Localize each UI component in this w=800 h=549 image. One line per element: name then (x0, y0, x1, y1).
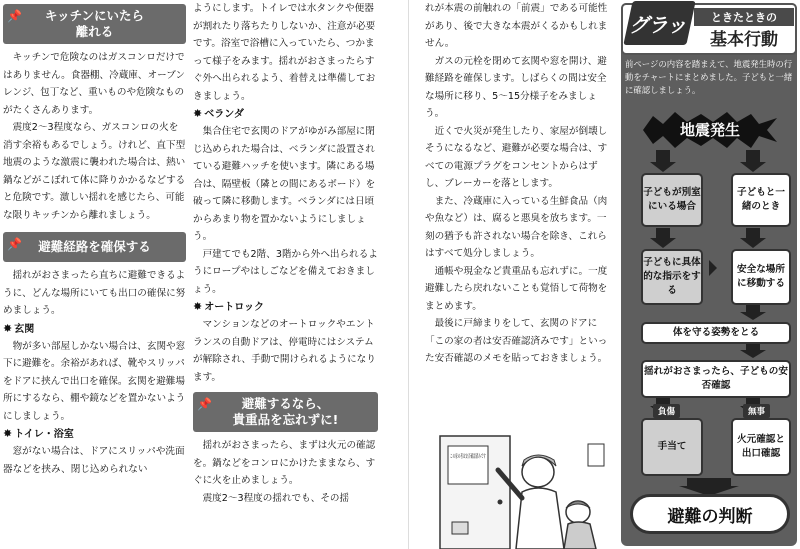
subheading-autolock (193, 298, 378, 316)
note-text (450, 452, 486, 460)
safety-note (448, 446, 488, 484)
arrow-down (650, 228, 676, 248)
wall-switch (588, 444, 604, 466)
paragraph: れが本震の前触れの「前震」である可能性があり、後で大きな本震がくるかもしれません。 (425, 3, 608, 49)
paragraph: 戸建てでも2階、3階から外へ出られるようにロープやはしごなどを備えておきましょう。 (193, 248, 378, 295)
paragraph: 最後に戸締まりをして、玄関のドアに「この家の者は安否確認済みです」といった安否確認のメモを貼っておきましょう。 (425, 318, 608, 364)
subheading-label: オートロック (204, 302, 265, 313)
heading-line: 避難するなら、 (241, 396, 330, 411)
door-note-illustration (438, 430, 610, 549)
subheading-veranda (193, 105, 378, 123)
paragraph: 通帳や現金など貴重品も忘れずに。一度避難したら戻れないことも覚悟して荷物をまとめます。 (425, 265, 608, 312)
door-knob (498, 500, 503, 505)
panel-intro: 前ページの内容を踏まえて、地震発生時の行動をチャートにまとめました。子どもと一緒に確認しましょう。 (625, 59, 793, 95)
subheading-toilet-bath (3, 425, 186, 443)
subheading-entrance (3, 320, 186, 338)
child-body (564, 522, 596, 549)
panel-subtitle: ときたときの (694, 8, 794, 26)
column-1 (3, 0, 186, 478)
node-child-together: 子どもと一緒のとき (731, 173, 791, 227)
heading-valuables (193, 392, 378, 432)
heading-line: 貴重品を忘れずに! (232, 412, 339, 427)
paragraph: ガスの元栓を閉めて玄関や窓を開け、避難経路を確保します。しばらくの間は安全な場所に移り、5～15分様子をみましょう。 (425, 55, 607, 119)
node-check-safety: 揺れがおさまったら、子どもの安否確認 (641, 360, 791, 398)
mailbox (452, 522, 468, 534)
paragraph: マンションなどのオートロックやエントランスの自動ドアは、停電時にはシステムが解除され、手動で開けられるようになります。 (193, 319, 376, 383)
arrow-down (740, 304, 766, 320)
paragraph: 物が多い部屋しかない場合は、玄関や窓下に避難を。余裕があれば、靴やスリッパをドアに挟んで出口を確保。玄関を避難場所にするなら、棚や鏡などを置かないようにしましょう。 (3, 340, 186, 422)
subheading-label: ベランダ (204, 109, 244, 120)
paragraph: 震度2～3程度なら、ガスコンロの火を消す余裕もあるでしょう。けれど、直下型地震のような激震に襲われた場合は、熱い鍋などがこぼれて体に降りかかるなどすると危険です。激しい揺れを感じたら、可能な限りキッチンから離れましょう。 (3, 122, 186, 221)
subheading-label: トイレ・浴室 (14, 429, 74, 440)
paragraph: 震度2～3程度の揺れでも、その揺 (202, 492, 350, 504)
subheading-label: 玄関 (14, 323, 35, 335)
node-instruct-child: 子どもに具体的な指示をする (641, 249, 703, 305)
arrow-down (740, 150, 766, 172)
node-child-separate: 子どもが別室にいる場合 (641, 173, 703, 227)
heading-line: 離れる (75, 24, 114, 39)
burst-icon: ✸ (193, 107, 203, 120)
burst-icon: ✸ (3, 427, 13, 440)
quake-label: 地震発生 (679, 121, 741, 139)
paragraph: 近くで火災が発生したり、家屋が倒壊しそうになるなど、避難が必要な場合は、すべての電源プラグをコンセントからはずし、ブレーカーを落とします。 (425, 125, 608, 189)
panel-title: 基本行動 (710, 30, 778, 50)
paragraph: 揺れがおさまったら、まずは火元の確認を。鍋などをコンロにかけたままなら、すぐに火を止めましょう。 (193, 440, 376, 486)
final-evacuation-decision: 避難の判断 (630, 494, 790, 534)
node-protect-posture: 体を守る姿勢をとる (641, 322, 791, 344)
arrow-down (650, 150, 676, 172)
burst-icon: ✸ (3, 321, 13, 335)
node-first-aid: 手当て (641, 418, 703, 476)
tag-safe: 無事 (743, 404, 770, 418)
column-divider (408, 0, 409, 549)
arrow-down (740, 228, 766, 248)
paragraph: また、冷蔵庫に入っている生鮮食品（肉や魚など）は、腐ると悪臭を放ちます。一刻の猶予も許されない場合を除き、これらはすべて処分しましょう。 (425, 195, 608, 259)
arrow-right (709, 260, 717, 276)
paragraph: 集合住宅で玄関のドアがゆがみ部屋に閉じ込められた場合は、ベランダに設置されている避難ハッチを使います。隣にある場合は、隔壁板（隣との間にあるボード）を破って隣に移動します。ベランダには日頃からあまり物を置かないようにしましょう。 (193, 126, 376, 242)
node-move-safe: 安全な場所に移動する (731, 249, 791, 305)
heading-line: 避難経路を確保する (38, 239, 151, 254)
heading-evacuation-route (3, 232, 186, 262)
heading-kitchen (3, 4, 186, 44)
paragraph: 揺れがおさまったら直ちに避難できるように、どんな場所にいても出口の確保に努めましょう。 (3, 270, 186, 316)
column-3 (425, 0, 610, 368)
paragraph: 窓がない場合は、ドアにスリッパや洗面器などを挟み、閉じ込められない (3, 446, 185, 475)
node-fire-exit-check: 火元確認と出口確認 (731, 418, 791, 476)
burst-icon: ✸ (193, 300, 203, 313)
panel-gura-title: グラッ (623, 1, 695, 45)
pushpin-icon: 📌 (7, 237, 22, 251)
pushpin-icon: 📌 (7, 9, 22, 23)
heading-line: キッチンにいたら (44, 8, 145, 23)
pushpin-icon: 📌 (197, 397, 212, 411)
column-2 (193, 0, 378, 507)
paragraph: ようにします。トイレでは水タンクや便器が割れたり落ちたりしないか、注意が必要です。浴室で浴槽に入っていたら、つかまって様子をみます。揺れがおさまったらすぐ外へ出られるよう、着替えは準備しておきましょう。 (193, 3, 376, 102)
tag-injury: 負傷 (653, 404, 680, 418)
paragraph: キッチンで危険なのはガスコンロだけではありません。食器棚、冷蔵庫、オーブンレンジ、包丁など、重いものや危険なものがたくさんあります。 (3, 52, 185, 116)
arrow-down (740, 342, 766, 358)
quake-burst (643, 112, 777, 148)
